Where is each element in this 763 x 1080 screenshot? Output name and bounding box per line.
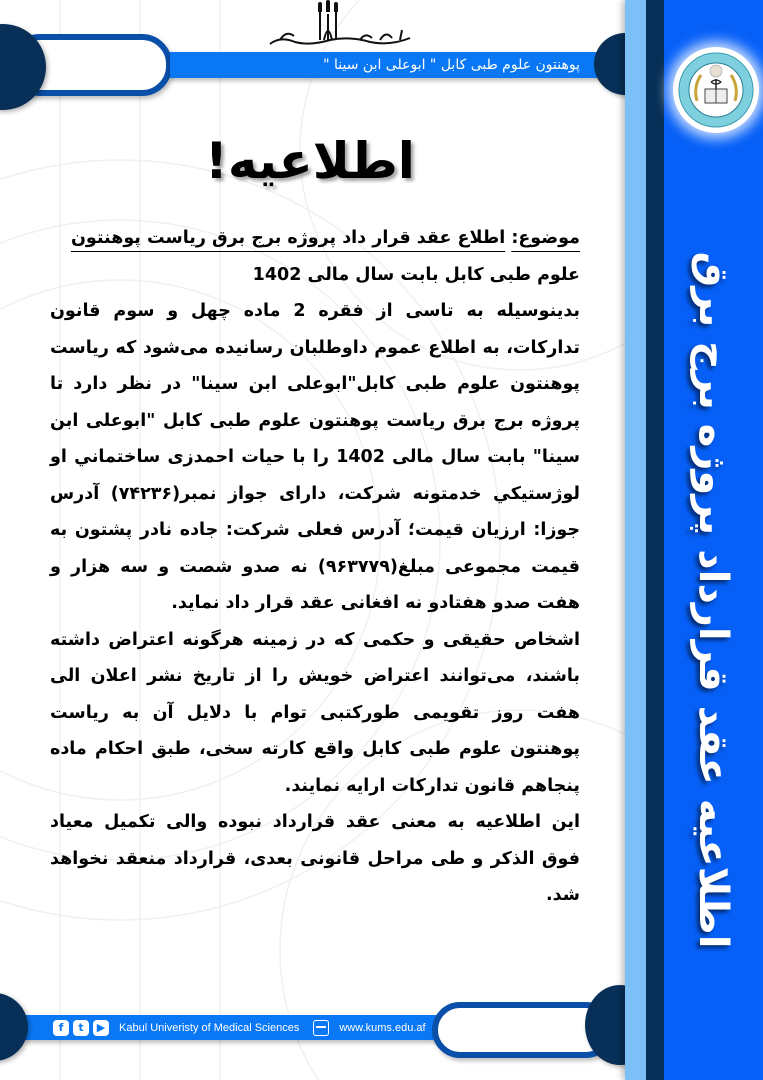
subject-label: موضوع: (511, 228, 580, 248)
facebook-icon[interactable]: f (53, 1020, 69, 1036)
footer-banner (25, 1015, 445, 1040)
subject-line (50, 220, 580, 257)
university-logo (673, 47, 759, 133)
paragraph-3: این اطلاعیه به معنی عقد قرارداد نبوده والی تکمیل معیاد فوق الذکر و طی مراحل قانونی بعدی، قرارداد منعقد نخواهد شد. (50, 812, 580, 905)
header-banner (170, 52, 610, 78)
globe-icon (313, 1020, 329, 1036)
university-name-english: Kabul Univeristy of Medical Sciences (119, 1021, 300, 1034)
kums-seal-icon (675, 49, 757, 131)
subject-text: اطلاع عقد قرار داد پروژه برج برق ریاست پوهنتون (71, 228, 506, 248)
paragraph-1: بدینوسیله به تاسی از فقره 2 ماده چهل و سوم قانون تدارکات، به اطلاع عموم داوطلبان رسانیده می‌شود که ریاست پوهنتون علوم طبی کابل"ابوعلی ابن سینا" در نظر دارد تا پروژه برج برق ریاست پوهنتون علوم طبی کابل "ابوعلی ابن سینا" بابت سال مالی 1402 را با حیات احمدزی ساختماني او لوژستیکي خدمتونه شرکت، دارای جواز نمبر(۷۴۲۳۶) آدرس جوزا: ارزیان قیمت؛ آدرس فعلی شرکت: جاده نادر پشتون به قیمت مجموعی مبلغ(۹۶۳۷۷۹) نه صدو شصت و سه هزار و هفت صدو هفتادو نه افغانی عقد قرار داد نماید. (50, 301, 580, 613)
vertical-title: اطلاعیه عقد قرارداد پروژه برج برق (690, 251, 736, 949)
bismillah-calligraphy-icon (250, 0, 420, 52)
notice-body (50, 220, 580, 914)
website-link[interactable]: www.kums.edu.af (339, 1021, 426, 1034)
youtube-icon[interactable]: ▶ (93, 1020, 109, 1036)
page-title: اطلاعیه! (205, 132, 415, 190)
university-name-persian: پوهنتون علوم طبی کابل " ابوعلی ابن سینا " (323, 57, 580, 73)
subject-continuation: علوم طبی کابل بابت سال مالی 1402 (252, 264, 580, 285)
side-stripe-dark (646, 0, 664, 1080)
side-stripe-light (625, 0, 646, 1080)
paragraph-2: اشخاص حقیقی و حکمی که در زمینه هرگونه اعتراض داشته باشند، می‌توانند اعتراض خویش را از تاریخ نشر اعلان الی هفت روز تقویمی طورکتبی توام با دلایل آن به ریاست پوهنتون علوم طبی کابل واقع کارته سخی، طبق احکام ماده پنجاهم قانون تدارکات ارایه نمایند. (50, 629, 580, 796)
twitter-icon[interactable]: t (73, 1020, 89, 1036)
